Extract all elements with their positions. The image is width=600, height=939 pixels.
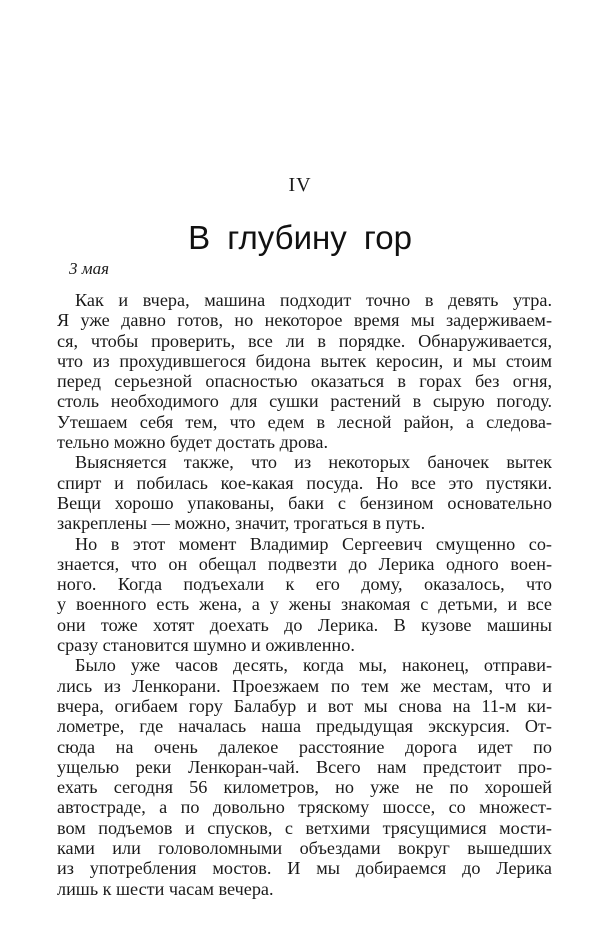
text-line: тельно можно будет достать дрова.: [57, 432, 329, 453]
text-line: перед серьезной опасностью оказаться в горах без огня,: [57, 371, 552, 392]
text-line: Было уже часов десять, когда мы, наконец, отправи-: [75, 655, 552, 676]
text-line: они тоже хотят доехать до Лерика. В кузове машины: [57, 614, 552, 635]
text-line: Выясняется также, что из некоторых баночек вытек: [75, 452, 552, 473]
text-line: Как и вчера, машина подходит точно в девять утра.: [75, 290, 552, 310]
text-line: ного. Когда подъехали к его дому, оказалось, что: [57, 574, 552, 595]
text-line: ся, чтобы проверить, все ли в порядке. Обнаруживается,: [57, 330, 552, 351]
chapter-number: IV: [288, 174, 312, 196]
text-line: сюда на очень далекое расстояние дорога идет по: [57, 736, 552, 757]
text-line: ущелью реки Ленкоран-чай. Всего нам предстоит про-: [57, 756, 552, 777]
text-line: знается, что он обещал подвезти до Лерика одного воен-: [57, 553, 552, 574]
text-line: Но в этот момент Владимир Сергеевич смущенно со-: [75, 533, 552, 554]
text-line: у военного есть жена, а у жены знакомая с детьми, и все: [57, 594, 552, 615]
text-line: ками или головоломными объездами вокруг вышедших: [57, 838, 552, 859]
text-line: сразу становится шумно и оживленно.: [57, 635, 355, 656]
text-line: закреплены — можно, значит, трогаться в путь.: [57, 513, 426, 534]
chapter-title: В глубину гор: [188, 219, 412, 256]
text-line: лись из Ленкорани. Проезжаем по тем же местам, что и: [57, 675, 552, 696]
text-line: столь необходимого для сушки растений в сырую погоду.: [57, 391, 552, 412]
text-line: спирт и побилась кое-какая посуда. Но все это пустяки.: [57, 472, 552, 493]
diary-date: 3 мая: [69, 259, 110, 278]
text-line: Я уже давно готов, но некоторое время мы задерживаем-: [57, 310, 552, 331]
text-line: лишь к шести часам вечера.: [57, 878, 274, 899]
text-line: ехать сегодня 56 километров, но уже не по хорошей: [57, 777, 552, 798]
body-text: [57, 290, 552, 899]
text-line: автостраде, а по довольно тряскому шоссе, со множест-: [57, 797, 552, 818]
text-line: что из прохудившегося бидона вытек керосин, и мы стоим: [57, 350, 552, 371]
text-line: Вещи хорошо упакованы, баки с бензином основательно: [57, 492, 552, 513]
text-line: вом подъемов и спусков, с ветхими трясущимися мости-: [57, 817, 552, 838]
text-line: лометре, где началась наша предыдущая экскурсия. От-: [57, 716, 552, 737]
text-line: Утешаем себя тем, что едем в лесной район, а следова-: [57, 411, 552, 432]
text-line: вчера, огибаем гору Балабур и вот мы снова на 11-м ки-: [57, 695, 552, 716]
text-line: из употребления мостов. И мы добираемся до Лерика: [57, 858, 552, 879]
